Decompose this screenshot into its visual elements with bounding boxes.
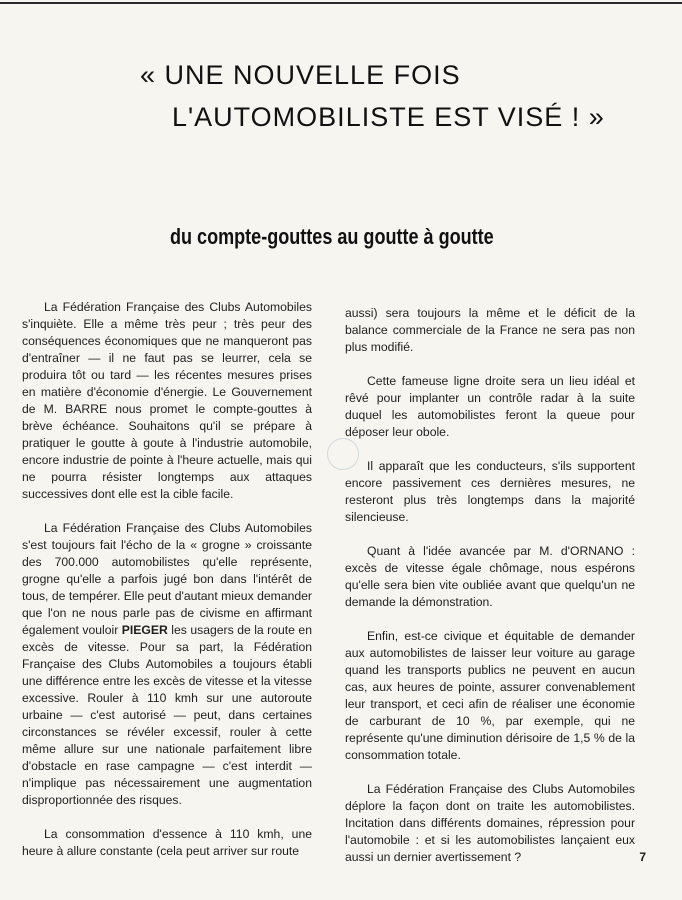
paragraph: La consommation d'essence à 110 kmh, une heure à allure constante (cela peut arriver sur route bbox=[22, 827, 312, 858]
top-rule bbox=[0, 2, 682, 4]
article-subtitle: du compte-gouttes au goutte à goutte bbox=[170, 224, 494, 249]
title-line-2: L'AUTOMOBILISTE EST VISÉ ! » bbox=[172, 102, 605, 132]
emphasis-pieger: PIEGER bbox=[121, 623, 168, 637]
paragraph: Quant à l'idée avancée par M. d'ORNANO : excès de vitesse égale chômage, nous espérons qu'elle sera bien vite oubliée avant que quelqu'un ne demande la démonstration. bbox=[345, 544, 635, 609]
paragraph: La Fédération Française des Clubs Automobiles déplore la façon dont on traite les automobilistes. Incitation dans différents domaines, répression pour l'automobile : et si les automobilistes lançaient eux aussi un dernier avertissement ? bbox=[345, 782, 635, 864]
article-title bbox=[140, 54, 660, 138]
paragraph-text: les usagers de la route en excès de vitesse. Pour sa part, la Fédération Française des Clubs Automobiles a toujours établi une différence entre les excès de vitesse et la vitesse excessive. Rouler à 110 kmh sur une autoroute urbaine — c'est autorisé — peut, dans certaines circonstances se révéler excessif, rouler à cette même allure sur une nationale parfaitement libre d'obstacle en rase campagne — c'est interdit — n'implique pas nécessairement une augmentation disproportionnée des risques. bbox=[22, 623, 312, 807]
paragraph-text: La Fédération Française des Clubs Automobiles s'est toujours fait l'écho de la « grogne » croissante des 700.000 automobilistes qu'elle représente, grogne qu'elle a parfois jugé bon dans l'intérêt de tous, de tempérer. Elle peut d'autant mieux demander que l'on ne nous parle pas de civisme en affirmant également vouloir bbox=[22, 521, 312, 637]
paragraph: Cette fameuse ligne droite sera un lieu idéal et rêvé pour implanter un contrôle radar à la suite duquel les automobilistes feront la queue pour déposer leur obole. bbox=[345, 374, 635, 439]
left-column bbox=[22, 299, 312, 877]
paragraph: La Fédération Française des Clubs Automobiles s'inquiète. Elle a même très peur ; très peur des conséquences économiques que ne manqueront pas d'entraîner — il ne faut pas se leurrer, cela se produira tôt ou tard — les récentes mesures prises en matière d'économie d'énergie. Le Gouvernement de M. BARRE nous promet le compte-gouttes à brève échéance. Souhaitons qu'il se prépare à pratiquer le goutte à goute à l'industrie automobile, encore industrie de pointe à l'heure actuelle, mais qui ne pourra résister longtemps aux attaques successives dont elle est la cible facile. bbox=[22, 300, 312, 501]
title-line-1: « UNE NOUVELLE FOIS bbox=[140, 60, 461, 90]
page-number: 7 bbox=[639, 850, 646, 864]
paragraph bbox=[22, 520, 312, 809]
paragraph: Il apparaît que les conducteurs, s'ils supportent encore passivement ces dernières mesures, ne resteront plus très longtemps dans la majorité silencieuse. bbox=[345, 459, 635, 524]
paragraph: Enfin, est-ce civique et équitable de demander aux automobilistes de laisser leur voiture au garage quand les transports publics ne peuvent en aucun cas, aux heures de pointe, assurer convenablement leur transport, et ceci afin de réaliser une économie de carburant de 10 %, par exemple, qui ne représente qu'une diminution dérisoire de 1,5 % de la consommation totale. bbox=[345, 629, 635, 762]
paragraph: aussi) sera toujours la même et le déficit de la balance commerciale de la France ne sera pas non plus modifié. bbox=[345, 306, 635, 354]
right-column bbox=[345, 305, 635, 883]
